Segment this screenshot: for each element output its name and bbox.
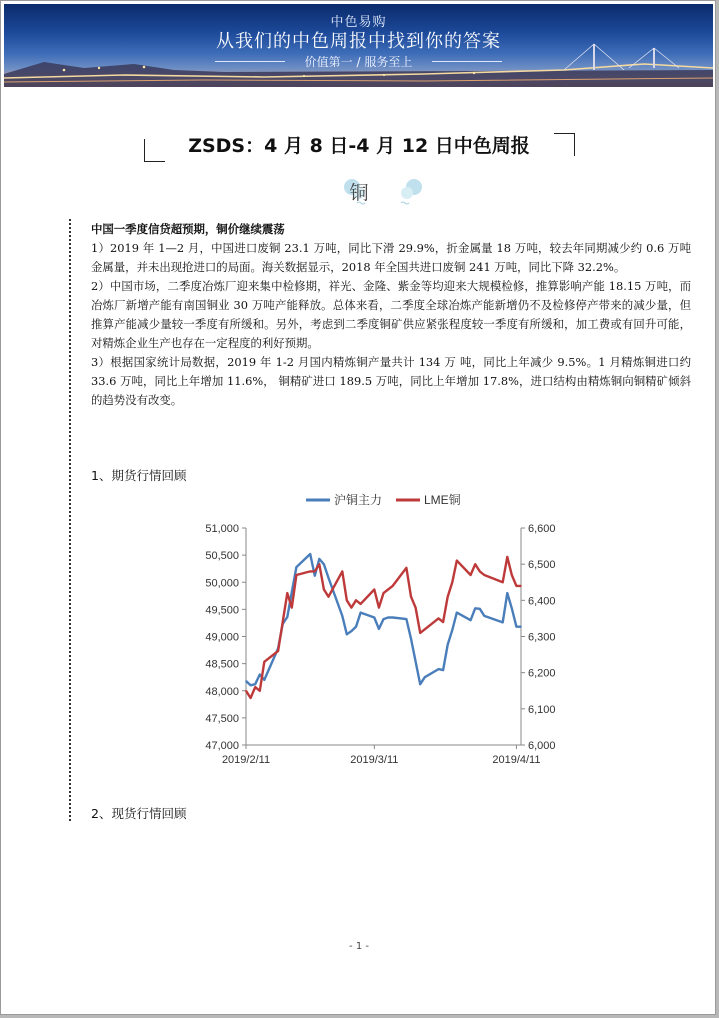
series-2-point [383, 592, 385, 594]
left-axis-tick-label: 49,000 [205, 631, 239, 644]
page-number: - 1 - [349, 941, 369, 952]
left-axis-tick-label: 48,000 [205, 685, 239, 698]
left-axis-tick-label: 47,000 [205, 740, 239, 752]
series-1-point [410, 638, 412, 640]
series-2-point [442, 621, 444, 623]
series-2-point [406, 567, 408, 569]
series-2-point [296, 574, 298, 576]
series-2-point [259, 690, 261, 692]
series-2-point [415, 607, 417, 609]
series-1-point [511, 608, 513, 610]
report-title: ZSDS：4 月 8 日-4 月 12 日中色周报 [188, 135, 530, 157]
section-heading-futures: 1、期货行情回顾 [91, 468, 187, 483]
series-1-point [442, 669, 444, 671]
series-1-point [479, 608, 481, 610]
series-2-point [520, 585, 522, 587]
series-1-point [520, 626, 522, 628]
chart-series [245, 553, 522, 699]
series-2-point [323, 589, 325, 591]
news-paragraph: 2）中国市场，二季度冶炼厂迎来集中检修期，祥光、金隆、紫金等均迎来大规模检修，推算影响产能 18.15 万吨，而冶炼厂新增产能有南国铜业 30 万吨产能释放。总体来看，二季度全球冶炼产能新增仍不及检修停产带来的减少量，但推算产能减少量较一季度有所缓和。另外，考虑到二季度铜矿供应紧张程度较一季度有所缓和，加工费或有回升可能，对精炼企业生产也存在一定程度的利好预期。 [91, 279, 691, 350]
series-2-point [507, 556, 509, 558]
series-1-point [314, 575, 316, 577]
series-2-point [470, 574, 472, 576]
series-1-point [507, 592, 509, 594]
series-2-point [282, 621, 284, 623]
series-2-point [254, 686, 256, 688]
left-axis-tick-label: 49,500 [205, 604, 239, 617]
series-1-point [319, 558, 321, 560]
series-1-point [355, 626, 357, 628]
news-paragraph: 3）根据国家统计局数据，2019 年 1-2 月国内精炼铜产量共计 134 万 吨，同比上年减少 9.5%。1 月精炼铜进口约 33.6 万吨，同比上年增加 11.6%， 铜精矿进口 189.5 万吨，同比上年增加 17.8%，进口结构由精炼铜向铜精矿倾斜的趋势没有改变。 [91, 355, 691, 407]
series-2-point [511, 574, 513, 576]
series-2-point [516, 585, 518, 587]
series-2-point [264, 661, 266, 663]
series-1-point [323, 564, 325, 566]
left-axis-tick-label: 47,500 [205, 712, 239, 725]
series-1-point [351, 630, 353, 632]
series-1-point [309, 553, 311, 555]
series-line-2 [246, 557, 521, 698]
series-2-point [456, 560, 458, 562]
series-2-point [479, 571, 481, 573]
series-2-point [502, 582, 504, 584]
series-2-point [424, 629, 426, 631]
series-2-point [250, 697, 252, 699]
news-heading: 中国一季度信贷超预期，铜价继续震荡 [91, 222, 285, 236]
series-1-point [387, 617, 389, 619]
series-2-point [360, 603, 362, 605]
series-2-point [474, 563, 476, 565]
banner-slogan: 从我们的中色周报中找到你的答案 [216, 31, 501, 52]
series-1-point [438, 668, 440, 670]
series-2-point [484, 574, 486, 576]
left-axis-tick-label: 50,000 [205, 577, 239, 590]
series-1-point [346, 634, 348, 636]
series-1-point [291, 591, 293, 593]
series-2-point [447, 596, 449, 598]
series-1-point [470, 619, 472, 621]
right-axis-tick-label: 6,200 [528, 667, 556, 680]
series-1-point [406, 618, 408, 620]
right-axis-tick-label: 6,300 [528, 631, 556, 644]
series-2-point [410, 596, 412, 598]
right-axis-tick-label: 6,000 [528, 740, 556, 752]
series-2-point [392, 585, 394, 587]
series-1-point [456, 612, 458, 614]
left-axis-tick-label: 51,000 [205, 523, 239, 535]
legend-label: LME铜 [424, 493, 461, 507]
series-1-point [250, 685, 252, 687]
series-1-point [502, 622, 504, 624]
series-2-point [351, 607, 353, 609]
series-1-point [484, 615, 486, 617]
series-1-point [360, 612, 362, 614]
legend-label: 沪铜主力 [334, 493, 383, 507]
series-2-point [346, 600, 348, 602]
series-1-point [374, 617, 376, 619]
x-axis-tick-label: 2019/2/11 [221, 754, 271, 766]
right-axis-tick-label: 6,500 [528, 559, 556, 572]
news-paragraph: 1）2019 年 1—2 月，中国进口废铜 23.1 万吨，同比下滑 29.9%，折金属量 18 万吨，较去年同期减少约 0.6 万吨金属量，并未出现抢进口的局面。海关数据显示，2018 年全国共进口废铜 241 万吨，同比下降 32.2%。 [91, 241, 691, 274]
series-2-point [287, 592, 289, 594]
motto-divider-right [432, 61, 502, 62]
news-section [91, 220, 691, 410]
chart-axes [205, 523, 555, 766]
header-banner [4, 4, 713, 87]
section-heading-spot: 2、现货行情回顾 [91, 806, 187, 821]
series-1-point [452, 629, 454, 631]
series-2-point [291, 607, 293, 609]
series-1-point [415, 661, 417, 663]
x-axis-tick-label: 2019/3/11 [350, 754, 399, 766]
series-1-point [424, 676, 426, 678]
series-2-point [355, 600, 357, 602]
series-2-point [245, 690, 247, 692]
series-2-point [314, 571, 316, 573]
series-2-point [378, 607, 380, 609]
series-1-point [419, 683, 421, 685]
metal-heading: 铜 [349, 182, 369, 204]
series-1-point [516, 626, 518, 628]
x-axis-tick-label: 2019/4/11 [492, 754, 541, 766]
banner-motto: 价值第一 / 服务至上 [304, 55, 413, 69]
right-axis-tick-label: 6,400 [528, 595, 556, 608]
series-1-point [447, 644, 449, 646]
series-2-point [342, 571, 344, 573]
series-2-point [328, 596, 330, 598]
series-1-point [328, 577, 330, 579]
series-1-point [342, 615, 344, 617]
left-axis-tick-label: 50,500 [205, 550, 239, 563]
series-1-point [264, 679, 266, 681]
series-2-point [419, 632, 421, 634]
series-1-point [296, 566, 298, 568]
chart-legend [306, 492, 461, 507]
series-2-point [438, 618, 440, 620]
series-2-point [319, 563, 321, 565]
series-1-point [245, 680, 247, 682]
series-1-point [287, 616, 289, 618]
series-1-point [254, 683, 256, 685]
right-axis-tick-label: 6,600 [528, 523, 556, 535]
right-axis-tick-label: 6,100 [528, 703, 556, 716]
series-1-point [474, 608, 476, 610]
series-2-point [374, 589, 376, 591]
series-1-point [392, 617, 394, 619]
series-1-point [378, 628, 380, 630]
series-1-point [383, 618, 385, 620]
series-2-point [452, 582, 454, 584]
series-2-point [309, 571, 311, 573]
series-2-point [277, 650, 279, 652]
margin-dotted-rule [69, 219, 71, 821]
series-2-point [387, 589, 389, 591]
copper-price-chart [181, 486, 571, 776]
series-1-point [259, 674, 261, 676]
left-axis-tick-label: 48,500 [205, 658, 239, 671]
brand-name: 中色易购 [330, 15, 387, 30]
